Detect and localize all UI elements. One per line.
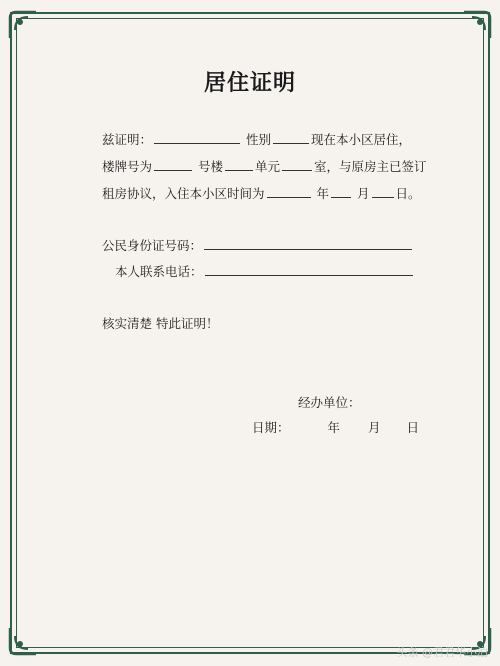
confirmation-text: 核实清楚 特此证明！ [102,316,219,331]
date-label: 日期： [252,420,290,435]
corner-ornament-icon [6,624,40,658]
year-blank[interactable] [267,185,311,198]
date-day: 日 [406,420,419,435]
id-number-label: 公民身份证号码： [102,238,203,253]
phone-row [115,263,415,280]
month-blank[interactable] [331,185,351,198]
document-title: 居住证明 [203,70,296,96]
organization-label: 经办单位： [298,395,361,410]
unit-blank[interactable] [225,158,253,171]
room-blank[interactable] [282,158,312,171]
watermark-text: 头条 @君君华小泊 [396,646,488,659]
inner-border [16,18,484,648]
corner-ornament-icon [460,8,494,42]
id-number-blank[interactable] [204,237,412,250]
date-month: 月 [367,420,381,435]
name-blank[interactable] [154,131,240,144]
building-blank[interactable] [154,158,192,171]
statement-line-1: 兹证明： 性别 现在本小区居住， [102,132,412,147]
date-row [252,420,419,436]
statement-line-2: 楼牌号为 号楼 单元 室，与原房主已签订 [102,159,427,174]
gender-blank[interactable] [273,131,309,144]
statement-line-3: 租房协议，入住本小区时间为 年 月 日。 [102,186,421,201]
date-year: 年 [327,420,340,435]
id-number-row [102,237,414,254]
corner-ornament-icon [6,8,40,42]
day-blank[interactable] [372,185,394,198]
phone-blank[interactable] [205,263,413,276]
phone-label: 本人联系电话： [115,264,203,279]
